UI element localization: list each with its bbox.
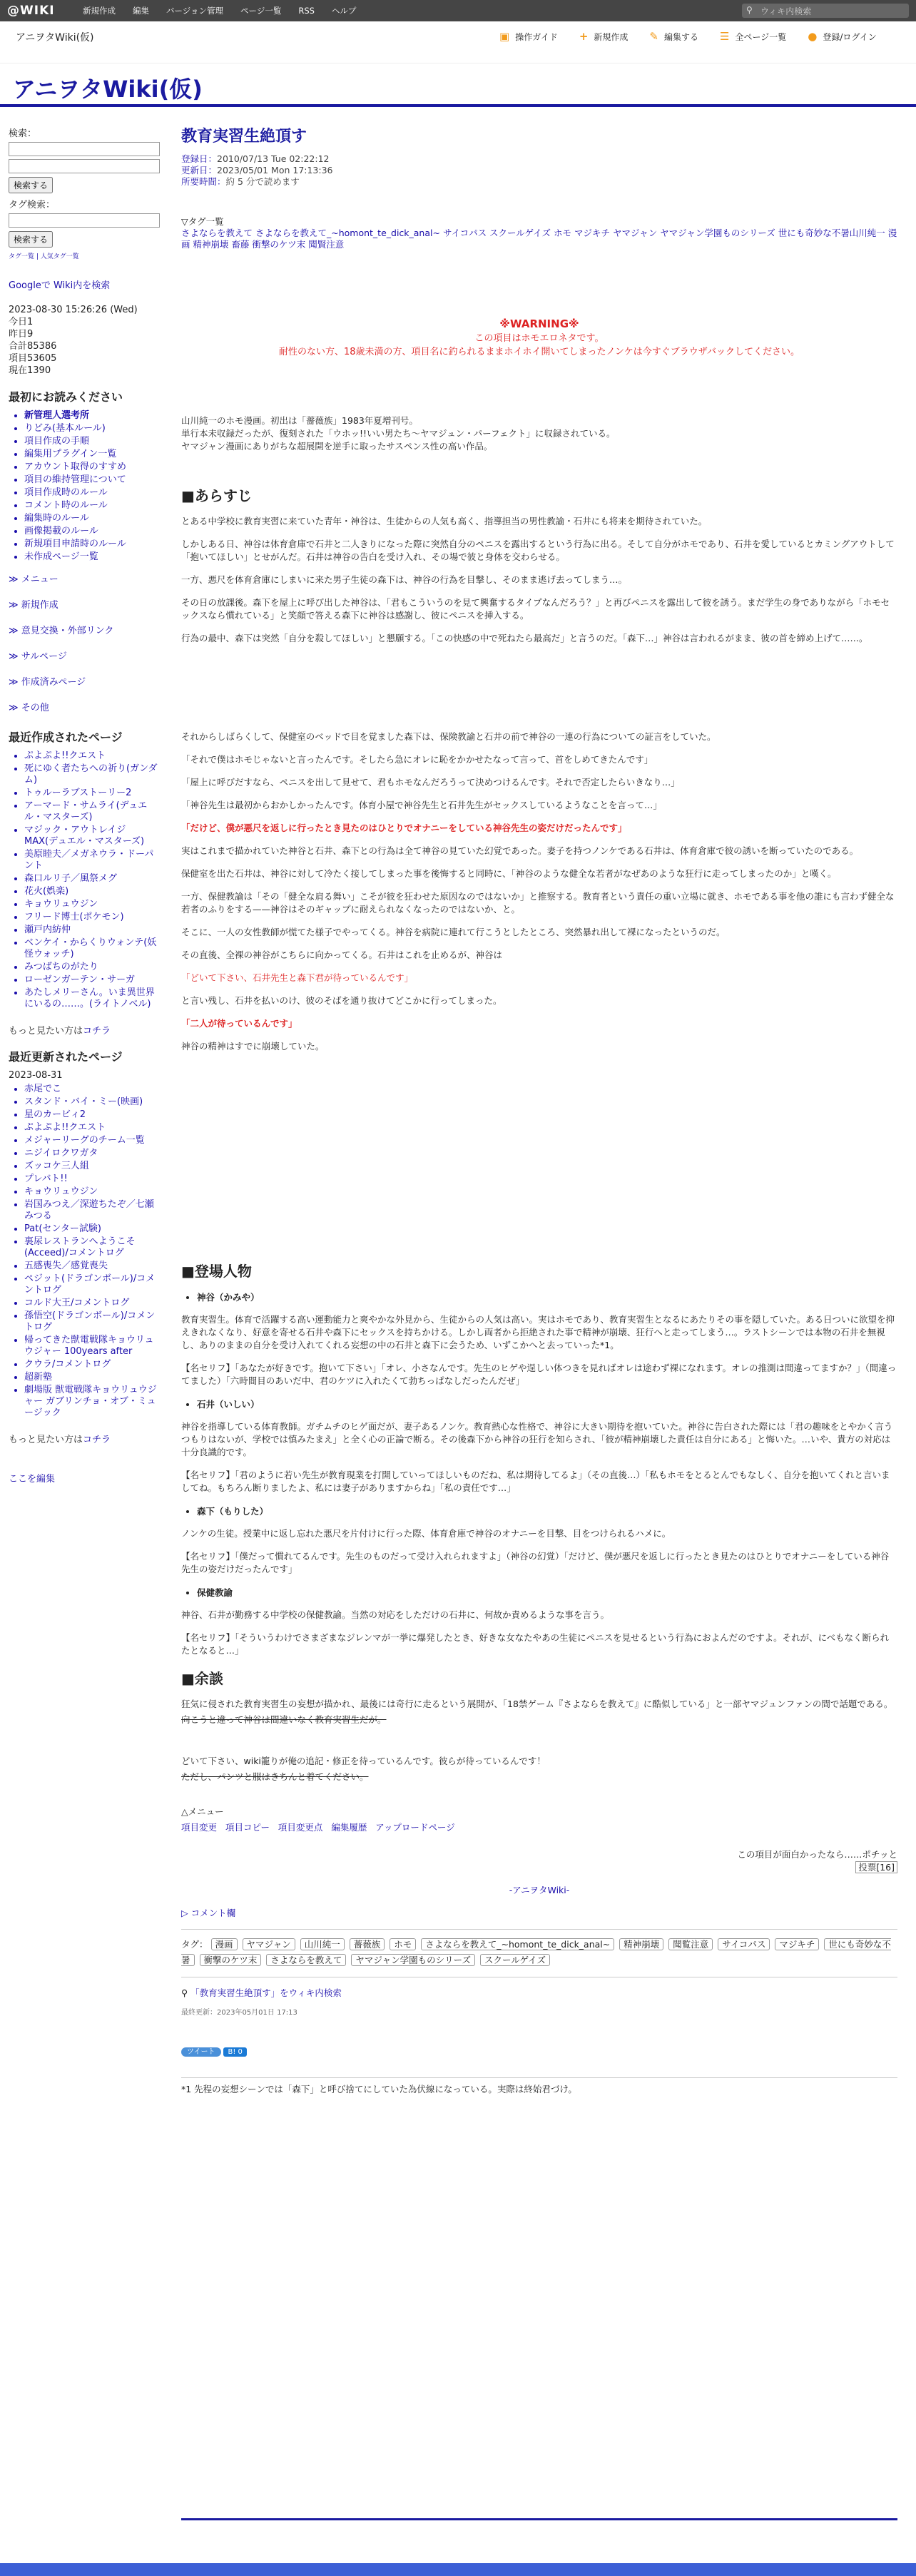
sidebar: [9, 124, 158, 1486]
char-morishita: • 森下（もりした）: [197, 1505, 897, 1517]
tag-box[interactable]: 山川純一: [300, 1938, 345, 1950]
footer-link[interactable]: アップロードページ: [375, 1822, 455, 1833]
login-button[interactable]: ● 登録/ログイン: [808, 30, 877, 43]
heading-story: ■あらすじ: [181, 487, 252, 504]
list-item[interactable]: • 新規項目申請時のルール: [24, 539, 158, 550]
pencil-icon: ✎: [649, 30, 658, 43]
list-item[interactable]: • 赤尾でこ: [24, 1084, 158, 1095]
more-label: もっと見たい方は: [9, 1435, 83, 1445]
tag-box[interactable]: ヤマジャン: [243, 1938, 295, 1950]
misc-para: 狂気に侵された教育実習生の妄想が描かれ、最後には奇行に走るという展開が、「18禁ゲーム『さよならを教えて』に酷似している」と一部ヤマジュンファンの間で話題である。: [181, 1699, 893, 1709]
story-quote: 「神谷先生は最初からおかしかったんです。体育小屋で神谷先生と石井先生がセックスしているようなことを言って…」: [181, 800, 662, 810]
side-other-toggle[interactable]: ≫ その他: [9, 703, 49, 713]
tag-search-input[interactable]: [9, 213, 160, 228]
edit-sidebar-link[interactable]: ここを編集: [9, 1474, 56, 1485]
list-item[interactable]: • 美原睦夫／メガネウラ・ドーパント: [24, 849, 158, 872]
stat-yesterday: 昨日9: [9, 329, 34, 340]
tag-links[interactable]: さよならを教えて さよならを教えて_~homont_te_dick_anal~ サイコパス スクールゲイズ ホモ マジキチ ヤマジャン ヤマジャン学園ものシリーズ 世にも奇妙な不暑山川純一 漫画 精神崩壊 畜藤 衝撃のケツ末 聞賢注意: [181, 228, 897, 250]
recent-created-list: [9, 750, 158, 1010]
menu-pagelist[interactable]: ページ一覧: [240, 6, 282, 16]
list-item[interactable]: • 帰ってきた獣電戦隊キョウリュウジャー 100years after: [24, 1335, 158, 1358]
menu-help[interactable]: ヘルプ: [331, 6, 357, 16]
warning-title: ※WARNING※: [499, 317, 579, 330]
vote-text: この項目が面白かったなら……ポチッと: [737, 1849, 897, 1860]
char-desc: ノンケの生徒。授業中に返し忘れた悪尺を片付けに行った際、体育倉庫で神谷のオナニーを目撃、目をつけられるハメに。: [181, 1528, 671, 1539]
list-item[interactable]: • プレバト!!: [24, 1174, 158, 1185]
char-quotes: 【名セリフ】「君のように若い先生が教育現業を打開していってほしいものだね、私は期待してるよ」（その直後…）「私もホモをとるとんでもなしく、自分を抱いてくれと言いましてね。もちろん断りましたよ、私には妻子がありますからね」「私の責任です…」: [181, 1470, 890, 1493]
story-para: その日の放課後。森下を屋上に呼び出した神谷は、「君もこういうのを見て興奮するタイプなんだろう？」と再びペニスを露出して彼を誘う。まだ学生の身でありながら「ホモセックスなら慣れている」と笑顔で答える森下に神谷は感謝し、彼にペニスを挿入する。: [181, 597, 890, 621]
list-icon: ☰: [720, 30, 730, 43]
list-item[interactable]: • 項目の維持管理について: [24, 474, 158, 486]
side-new-toggle[interactable]: ≫ 新規作成: [9, 600, 58, 611]
list-item[interactable]: • 編集時のルール: [24, 513, 158, 524]
story-para: しかしある日、神谷は体育倉庫で石井と二人きりになった際に突然自分のペニスを露出するという行為に出る。そして自分がホモであり、石井を愛しているとカミングアウトして「抱いてほしい」とせがんだ。石井は神谷の告白を受け入れ、その場で彼と身体を交わらせる。: [181, 539, 895, 562]
guide-icon: ▣: [499, 30, 510, 43]
side-salvage-toggle[interactable]: ≫ サルページ: [9, 651, 67, 662]
list-item[interactable]: • ペジット(ドラゴンボール)/コメントログ: [24, 1273, 158, 1296]
edit-button[interactable]: ✎ 編集する: [649, 30, 699, 43]
list-item[interactable]: • 瀬戸内紡仲: [24, 925, 158, 936]
misc-strike: ただし、パンツと服はきちんと着てください。: [181, 1771, 369, 1782]
more-link[interactable]: コチラ: [83, 1026, 111, 1037]
meta-registered: 登録日：2010/07/13 Tue 02:22:12: [181, 153, 330, 164]
heading-characters: ■登場人物: [181, 1263, 252, 1280]
story-quote: 「屋上に呼びだすなら、ペニスを出して見せて、君もホモなんだろうって決めつけるんです。それで否定したらいきなり…」: [181, 777, 680, 788]
story-para: 一方、悪尺を体育倉庫にしまいに来た男子生徒の森下は、神谷の行為を目撃し、そのまま逃げ去ってしまう…。: [181, 574, 628, 585]
stat-total: 合計85386: [9, 341, 57, 352]
list-item[interactable]: • Pat(センター試験): [24, 1223, 158, 1235]
list-item[interactable]: • ズッコケ三人組: [24, 1161, 158, 1172]
char-desc: 教育実習生。体育で活躍する高い運動能力と爽やかな外見から、生徒からの人気は高い。実はホモであり、教育実習生となるにあたりその事を隠していた。ある日ついに欲望を抑えきれなくなり、好意を寄せる石井や森下にセックスを持ちかける。しかし両者から拒絶された事で精神が崩壊、狂行へと走ってしまう…。ラストシーンでは本物の石井を無視し、ありのままの自分を受け入れてくれる妄想の中の石井と森下に会うため、いずこかへと去っていった*1。: [181, 1314, 895, 1350]
guide-button[interactable]: ▣ 操作ガイド: [499, 30, 558, 43]
read-first-heading: 最初にお読みください: [9, 390, 123, 404]
list-item[interactable]: • ニジイロクワガタ: [24, 1148, 158, 1159]
tool-bar: [0, 21, 916, 63]
char-list: [181, 1398, 897, 1410]
tag-box[interactable]: 精神崩壊: [619, 1938, 663, 1950]
tag-box[interactable]: さよならを教えて_~homont_te_dick_anal~: [421, 1938, 614, 1950]
list-item[interactable]: • 裏尿レストランへようこそ(Acceed)/コメントログ: [24, 1236, 158, 1259]
story-red-quote: 「二人が待っているんです」: [181, 1018, 297, 1029]
top-bar: [0, 0, 916, 21]
list-item[interactable]: • キョウリュウジン: [24, 899, 158, 910]
list-item[interactable]: • りどみ(基本ルール): [24, 423, 158, 434]
list-item[interactable]: • ぷよぷよ!!クエスト: [24, 1122, 158, 1134]
site-title[interactable]: アニヲタWiki(仮): [13, 76, 203, 103]
title-divider: [0, 104, 916, 107]
menu-version[interactable]: バージョン管理: [166, 6, 224, 16]
recent-updated-list: [9, 1084, 158, 1419]
read-first-list: [9, 410, 158, 563]
story-para: 保健室を出た石井は、神谷に対して冷たく接してしまった事を後悔すると同時に、「神谷のような健全な若者がなぜあのような狂行に走ってしまったのか」と嘆く。: [181, 868, 837, 879]
list-item[interactable]: • アカウント取得のすすめ: [24, 462, 158, 473]
article-title: 教育実習生絶頂す: [181, 128, 307, 146]
list-item[interactable]: • クウラ/コメントログ: [24, 1359, 158, 1370]
warning-box: [181, 317, 897, 357]
more-label: もっと見たい方は: [9, 1026, 83, 1037]
updated-date: 2023-08-31: [9, 1070, 63, 1081]
tag-box[interactable]: ホモ: [390, 1938, 416, 1950]
google-search-link[interactable]: Googleで Wiki内を検索: [9, 280, 111, 291]
menu-rss[interactable]: RSS: [298, 6, 315, 16]
tag-box[interactable]: ヤマジャン学園ものシリーズ: [351, 1954, 475, 1966]
side-search-input[interactable]: [9, 142, 160, 156]
list-item[interactable]: • 画像掲載のルール: [24, 526, 158, 537]
search-in-link[interactable]: 「教育実習生絶頂す」をウィキ内検索: [190, 1987, 342, 1998]
char-ishii: • 石井（いしい）: [197, 1398, 897, 1410]
intro-line: 単行本未収録だったが、復刻された「ウホッ!!いい男たち〜ヤマジュン・パーフェクト」に収録されている。: [181, 428, 616, 439]
footer-link[interactable]: 編集履歴: [331, 1822, 367, 1833]
warning-line-2: 耐性のない方、18歳未満の方、項目名に釣られるままホイホイ開いてしまったノンケは今すぐブラウザバックしてください。: [279, 347, 800, 357]
tag-box[interactable]: 聞覧注意: [668, 1938, 713, 1950]
search-icon: ⚲: [181, 1987, 191, 1998]
list-item[interactable]: • マジック・アウトレイジMAX(デュエル・マスターズ): [24, 825, 158, 847]
intro-line: ヤマジャン漫画にありがちな超展開を逆手に取ったサスペンス性の高い作品。: [181, 441, 493, 452]
misc-after: どいて下さい、wiki籠りが俺の追記・修正を待っているんです。彼らが待っているんです！: [181, 1756, 546, 1766]
side-links-toggle[interactable]: ≫ 意見交換・外部リンク: [9, 626, 114, 636]
list-item[interactable]: • キョウリュウジン: [24, 1186, 158, 1198]
tag-box[interactable]: 衝撃のケツ末: [200, 1954, 262, 1966]
access-stats: [9, 304, 158, 377]
article: [181, 124, 897, 2095]
list-item[interactable]: • アーマード・サムライ(デュエル・マスターズ): [24, 800, 158, 823]
footer-link[interactable]: 項目変更点: [278, 1822, 323, 1833]
recent-updated-heading: 最近更新されたページ: [9, 1050, 123, 1064]
list-item[interactable]: • 森口ルリ子／風祭メグ: [24, 873, 158, 885]
tag-box[interactable]: 漫画: [211, 1938, 238, 1950]
stat-items: 項目53605: [9, 353, 57, 364]
tag-box-row: [181, 1929, 897, 1968]
story-para: と言い残し、石井を払いのけ、彼のそばを通り抜けてどこかに行ってしまった。: [181, 995, 502, 1006]
misc-strike: 向こうと違って神谷は間違いなく教育実習生だが。: [181, 1714, 387, 1725]
tweet-button[interactable]: ツイート: [181, 2047, 221, 2057]
list-item[interactable]: • 編集用プラグイン一覧: [24, 449, 158, 460]
wiki-search-input[interactable]: [759, 5, 905, 18]
char-kamiya: • 神谷（かみや）: [197, 1290, 897, 1303]
list-item[interactable]: • ベンケイ・からくりウォンテ(妖怪ウォッチ): [24, 937, 158, 960]
vote: [181, 1848, 897, 1873]
tag-box[interactable]: サイコパス: [718, 1938, 770, 1950]
side-menu-toggle[interactable]: ≫ メニュー: [9, 574, 58, 585]
top-menu: [74, 0, 365, 21]
list-item[interactable]: • 岩国みつえ／深遊ちたぞ／七瀬みつる: [24, 1199, 158, 1222]
list-item[interactable]: • フリード博士(ポケモン): [24, 912, 158, 923]
list-item[interactable]: • 星のカービィ2: [24, 1109, 158, 1121]
menu-new[interactable]: 新規作成: [83, 6, 116, 16]
story-red-quote: 「どいて下さい、石井先生と森下君が待っているんです」: [181, 972, 414, 983]
list-item[interactable]: • メジャーリーグのチーム一覧: [24, 1135, 158, 1146]
footer-divider: [181, 2518, 897, 2520]
tag-list-links[interactable]: タグ一覧 | 人気タグ一覧: [9, 253, 79, 260]
warning-line-1: この項目はホモエロネタです。: [474, 333, 604, 344]
list-item[interactable]: • コメント時のルール: [24, 500, 158, 511]
list-item[interactable]: • 五感喪失／感覚喪失: [24, 1261, 158, 1272]
char-quotes: 【名セリフ】「あなたが好きです。抱いて下さい」「オレ、小さなんです。先生のヒゲや逞しい体つきを見ればオレは途わず裸になれます。オレの推測は間違ってますか？」（間違ってました）「六時間目のあいだ中、君のケツに入れたくて勃ちっぱなしだったんだぜ」: [181, 1363, 897, 1386]
tag-box[interactable]: スクールゲイズ: [480, 1954, 550, 1966]
side-search-button[interactable]: 検索する: [9, 177, 53, 193]
story-para: 行為の最中、森下は突然「自分を殺してほしい」と懇願する。「この快感の中で死ねたら最高だ」と言うのだ。「森下…」神谷は言われるがまま、彼の首を締め上げて……。: [181, 633, 868, 643]
more-recent: [9, 1023, 158, 1037]
user-icon: ●: [808, 30, 818, 43]
footer-menu[interactable]: △メニュー: [181, 1806, 224, 1817]
char-list: [181, 1586, 897, 1599]
list-item[interactable]: • ぷよぷよ!!クエスト: [24, 750, 158, 762]
tag-box[interactable]: 世にも奇妙な不暑: [181, 1939, 891, 1965]
hatena-button[interactable]: B! 0: [223, 2047, 246, 2057]
footer-link[interactable]: 項目変更: [181, 1822, 218, 1833]
stat-today: 今日1: [9, 317, 34, 327]
list-item[interactable]: • あたしメリーさん。いま異世界にいるの……。(ライトノベル): [24, 987, 158, 1010]
char-quotes: 【名セリフ】「そういうわけでさまざまなジレンマが一挙に爆発したとき、好きな女なたやあの生徒にペニスを見せるという行為におよんだのですよ。それが、にべもなく断られたとなると…」: [181, 1632, 890, 1656]
tag-search-button[interactable]: 検索する: [9, 231, 53, 248]
list-item[interactable]: • コルド大王/コメントログ: [24, 1298, 158, 1309]
char-nurse: • 保健教諭: [197, 1586, 897, 1599]
story-para: それからしばらくして、保健室のベッドで目を覚ました森下は、保険教諭と石井の前で神谷の一連の行為についての証言をしていた。: [181, 731, 716, 742]
tag-label: タグ：: [181, 1939, 208, 1950]
story-quote: 「それで僕はホモじゃないと言ったんです。そしたら急にオレに恥をかかせたなって言って、首をしめてきたんです」: [181, 754, 653, 765]
tool-buttons: [499, 30, 898, 43]
char-list: [181, 1505, 897, 1517]
tag-box[interactable]: 薔薇族: [350, 1938, 385, 1950]
side-created-toggle[interactable]: ≫ 作成済みページ: [9, 677, 86, 688]
list-item[interactable]: • みつばちのがたり: [24, 962, 158, 973]
all-pages-button[interactable]: ☰ 全ページ一覧: [720, 30, 787, 43]
story-para: 実はこれまで描かれていた神谷と石井、森下との行為は全て神谷の見ていた幻覚であった。妻子を持つノンケである石井は、体育倉庫で彼の誘いを断っていたのである。: [181, 845, 859, 856]
list-item[interactable]: • 項目作成時のルール: [24, 487, 158, 499]
search-icon: ⚲: [746, 5, 753, 15]
list-item[interactable]: • 劇場版 獣電戦隊キョウリュウジャー ガブリンチョ・オブ・ミュージック: [24, 1385, 158, 1419]
stat-date: 2023-08-30 15:26:26 (Wed): [9, 305, 138, 315]
list-item[interactable]: • 孫悟空(ドラゴンボール)/コメントログ: [24, 1310, 158, 1333]
site-home-link[interactable]: アニヲタWiki(仮): [16, 32, 94, 44]
char-desc: 神谷、石井が勤務する中学校の保健教諭。当然の対応をしただけの石井に、何故か責めるような事を言う。: [181, 1609, 610, 1620]
last-updated: 最終更新：2023年05月01日 17:13: [181, 2009, 297, 2017]
recent-created-heading: 最近作成されたページ: [9, 730, 123, 744]
char-desc: 神谷を指導している体育教師。ガチムチのヒゲ面だが、妻子あるノンケ。教育熱心な性格で、神谷に大きい期待を抱いていた。神谷に告白された際には「君の趣味をとやかく言うつもりはないが、学校では慎みたまえ」と全く心の正論で断る。その後森下から神谷の狂行を知らされ、「彼が精神崩壊した責任は自分にある」と悔いた。…いや、貴方の対応は十分良識的です。: [181, 1421, 893, 1457]
new-page-button[interactable]: + 新規作成: [579, 30, 629, 43]
intro-line: 山川純一のホモ漫画。初出は「薔薇族」1983年夏増刊号。: [181, 415, 418, 426]
wiki-search-link[interactable]: [181, 1977, 897, 1999]
list-item[interactable]: • 未作成ページ一覧: [24, 551, 158, 563]
wiki-search: [742, 4, 909, 18]
story-para: とある中学校に教育実習に来ていた青年・神谷は、生徒からの人気も高く、指導担当の男性教諭・石井にも将来を期待されていた。: [181, 516, 708, 526]
footer-links: [181, 1821, 897, 1833]
site-link[interactable]: -アニヲタWiki-: [509, 1885, 570, 1895]
list-item[interactable]: • 死にゆく者たちへの祈り(ガンダム): [24, 763, 158, 786]
article-meta: [181, 153, 897, 188]
heading-misc: ■余談: [181, 1670, 223, 1687]
tag-box[interactable]: さよならを教えて: [266, 1954, 346, 1966]
list-item[interactable]: • 超新塾: [24, 1372, 158, 1383]
list-item[interactable]: • ローゼンガーテン・サーガ: [24, 974, 158, 986]
char-quotes: 【名セリフ】「僕だって慣れてるんです。先生のものだって受け入れられますよ」（神谷の幻覚）「だけど、僕が悪尺を返しに行ったとき見たのはひとりでオナニーをしている神谷先生の姿だけだったんです」: [181, 1551, 890, 1574]
story-para: そこに、一人の女性教師が慌てた様子でやってくる。神谷を病院に連れて行こうとしたところ、突然暴れ出して裸になったというのだ。: [181, 927, 726, 937]
story-para: その直後、全裸の神谷がこちらに向かってくる。石井はこれを止めるが、神谷は: [181, 950, 503, 960]
list-item[interactable]: • スタンド・バイ・ミー(映画): [24, 1096, 158, 1108]
char-list: [181, 1290, 897, 1303]
meta-updated: 更新日：2023/05/01 Mon 17:13:36: [181, 165, 333, 175]
tag-search-label: タグ検索：: [9, 200, 56, 210]
menu-edit[interactable]: 編集: [133, 6, 149, 16]
meta-readtime: 所要時間：約 5 分で読めます: [181, 176, 300, 187]
wiki-logo[interactable]: @WIKI: [7, 4, 55, 18]
story-para: 神谷の精神はすでに崩壊していた。: [181, 1041, 325, 1052]
more-link[interactable]: コチラ: [83, 1435, 111, 1445]
stat-now: 現在1390: [9, 365, 51, 376]
tag-list-header[interactable]: ▽タグ一覧: [181, 216, 224, 227]
more-updated: [9, 1432, 158, 1445]
search-label: 検索：: [9, 128, 37, 139]
share-row: [181, 2045, 897, 2056]
bottom-bar: [0, 2563, 916, 2576]
plus-icon: +: [579, 30, 589, 43]
vote-button[interactable]: 投票[16]: [855, 1861, 897, 1873]
comment-toggle[interactable]: ▷ コメント欄: [181, 1908, 236, 1918]
story-red-quote: 「だけど、僕が悪尺を返しに行ったとき見たのはひとりでオナニーをしている神谷先生の姿だけだったんです」: [181, 823, 627, 833]
tag-box[interactable]: マジキチ: [775, 1938, 819, 1950]
list-item[interactable]: • 花火(娯楽): [24, 886, 158, 897]
list-item[interactable]: • 新管理人選考所: [24, 410, 158, 422]
list-item[interactable]: • トゥルーラブストーリー2: [24, 788, 158, 799]
story-para: 一方、保健教諭は「その「健全な肩る舞い」こそが彼を狂わせた原因なのではないか」と推察する。教育者という責任の重い立場に就き、ホモである事を他の誰にも言わず健全な若者のふりをする——神谷はそのギャップに耐えられなくなったのではないか、と。: [181, 891, 895, 915]
footnote: *1 先程の妄想シーンでは「森下」と呼び捨てにしていた為伏線になっている。実際は終始君づけ。: [181, 2077, 897, 2095]
footer-link[interactable]: 項目コピー: [225, 1822, 270, 1833]
side-search-input-2[interactable]: [9, 159, 160, 173]
intro: [181, 414, 897, 453]
list-item[interactable]: • 項目作成の手順: [24, 436, 158, 447]
